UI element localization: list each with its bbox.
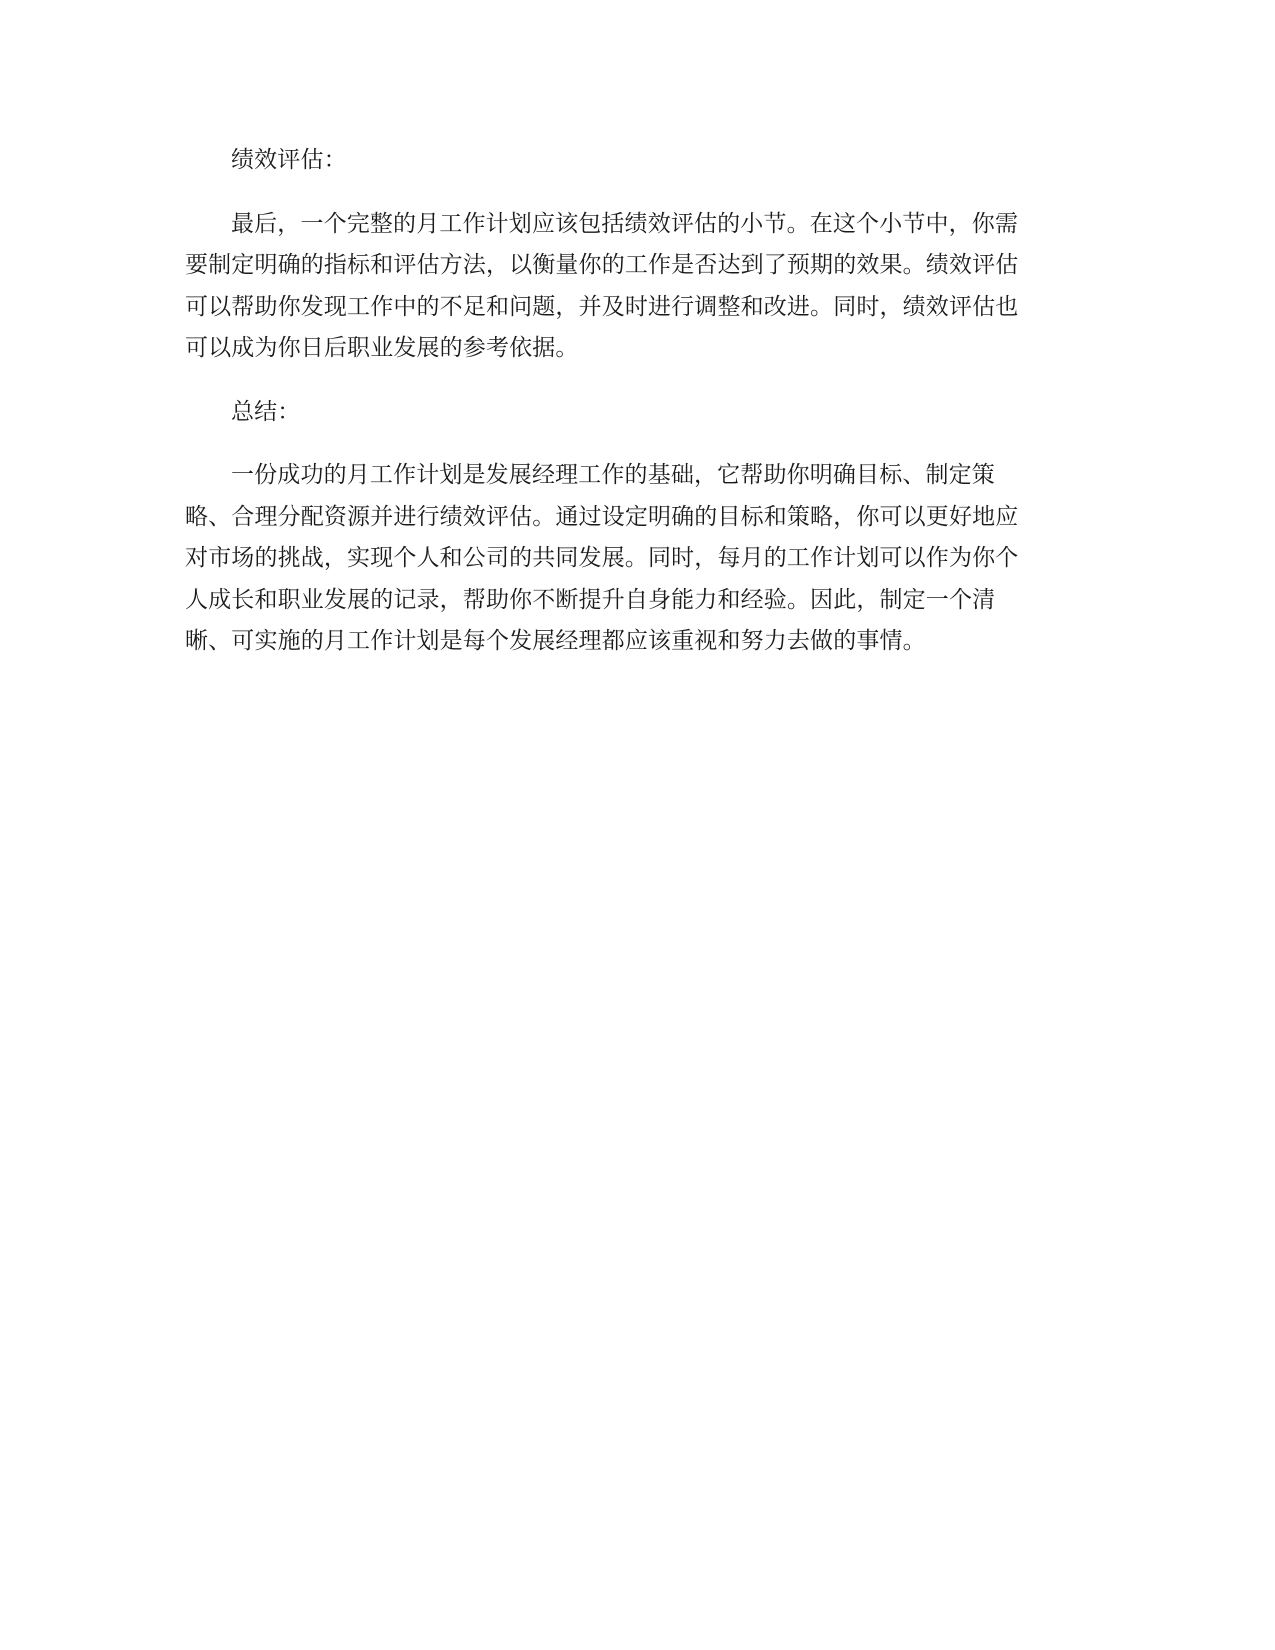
paragraph-line: 晰、可实施的月工作计划是每个发展经理都应该重视和努力去做的事情。: [185, 628, 926, 654]
paragraph-performance-evaluation: [185, 204, 1090, 370]
paragraph-line: 最后，一个完整的月工作计划应该包括绩效评估的小节。在这个小节中，你需: [231, 210, 1019, 237]
paragraph-line: 人成长和职业发展的记录，帮助你不断提升自身能力和经验。因此，制定一个清: [185, 586, 996, 613]
paragraph-line: 要制定明确的指标和评估方法，以衡量你的工作是否达到了预期的效果。绩效评估: [185, 252, 1019, 278]
paragraph-line: 可以成为你日后职业发展的参考依据。: [185, 335, 579, 361]
paragraph-line: 可以帮助你发现工作中的不足和问题，并及时进行调整和改进。同时，绩效评估也: [185, 293, 1019, 320]
paragraph-line: 一份成功的月工作计划是发展经理工作的基础，它帮助你明确目标、制定策: [231, 462, 995, 488]
paragraph-line: 略、合理分配资源并进行绩效评估。通过设定明确的目标和策略，你可以更好地应: [185, 503, 1019, 530]
paragraph-line: 对市场的挑战，实现个人和公司的共同发展。同时，每月的工作计划可以作为你个: [185, 545, 1019, 571]
section-heading-performance-evaluation: 绩效评估：: [231, 147, 347, 173]
section-heading-summary: 总结：: [231, 398, 301, 425]
paragraph-summary: [185, 455, 1090, 663]
document-body: [185, 140, 1090, 685]
